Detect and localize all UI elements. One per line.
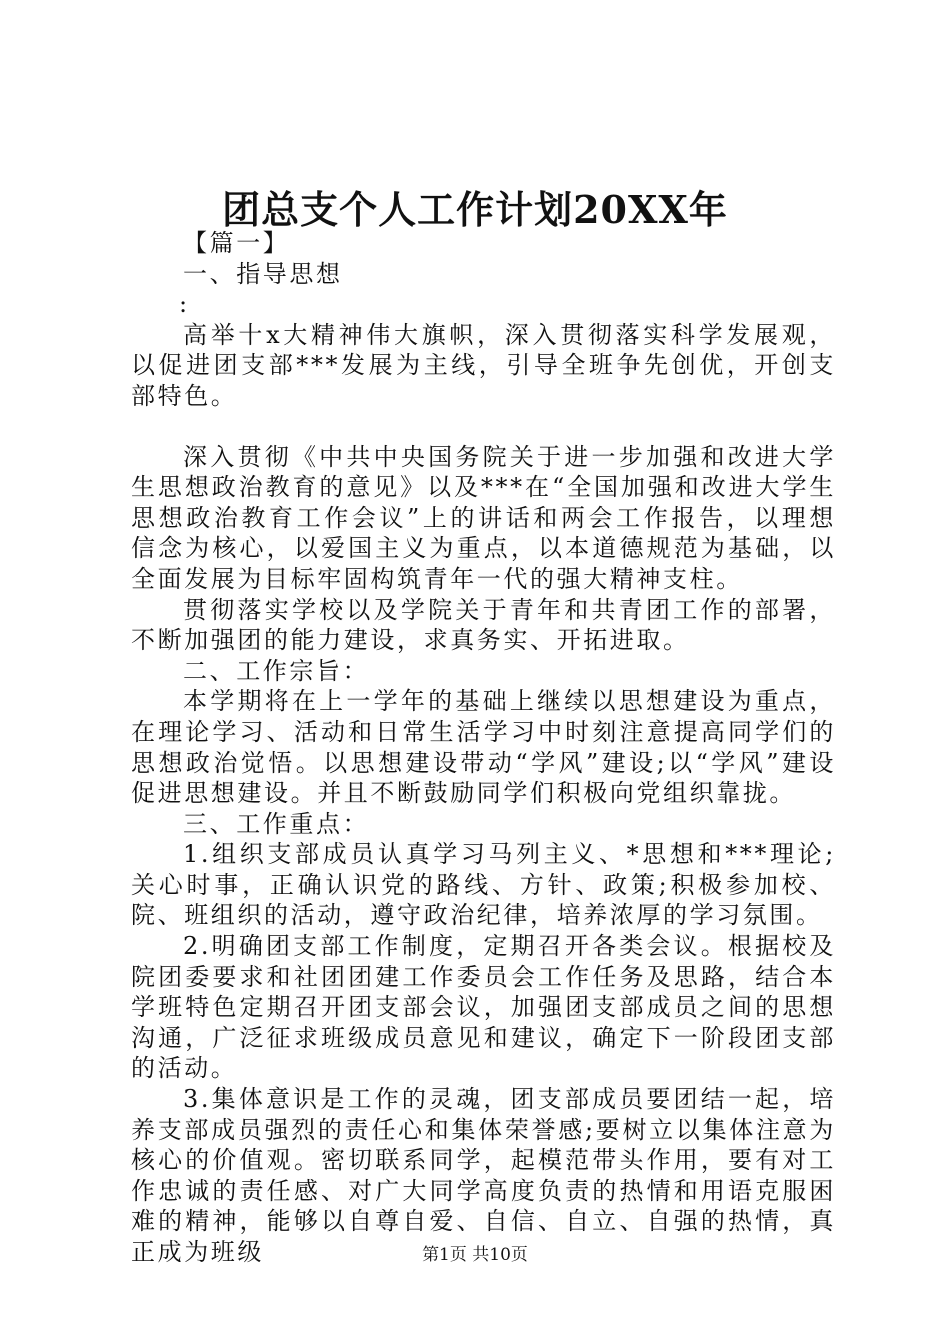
heading-work-purpose: 二、工作宗旨： (183, 656, 370, 685)
paragraph: 本学期将在上一学年的基础上继续以思想建设为重点，在理论学习、活动和日常生活学习中时刻注意提高同学们的思想政治觉悟。以思想建设带动“学风”建设;以“学风”建设促进思想建设。并且不断鼓励同学们积极向党组织靠拢。 (131, 687, 836, 808)
paragraph: 深入贯彻《中共中央国务院关于进一步加强和改进大学生思想政治教育的意见》以及***在“全国加强和改进大学生思想政治教育工作会议”上的讲话和两会工作报告，以理想信念为核心，以爱国主义为重点，以本道德规范为基础，以全面发展为目标牢固构筑青年一代的强大精神支柱。 (131, 442, 836, 593)
heading-work-focus: 三、工作重点： (183, 809, 370, 838)
list-item: 2.明确团支部工作制度，定期召开各类会议。根据校及院团委要求和社团团建工作委员会工作任务及思路，结合本学班特色定期召开团支部会议，加强团支部成员之间的思想沟通，广泛征求班级成员意见和建议，确定下一阶段团支部的活动。 (131, 932, 836, 1083)
list-item: 1.组织支部成员认真学习马列主义、*思想和***理论;关心时事，正确认识党的路线、方针、政策;积极参加校、院、班组织的活动，遵守政治纪律，培养浓厚的学习氛围。 (131, 840, 836, 930)
document-title: 团总支个人工作计划20XX年 (222, 187, 728, 232)
colon-line: : (179, 290, 190, 319)
document-body (131, 228, 836, 1268)
page-number: 第1页 共10页 (422, 1245, 528, 1265)
paragraph: 高举十x大精神伟大旗帜，深入贯彻落实科学发展观，以促进团支部***发展为主线，引导全班争先创优，开创支部特色。 (131, 320, 836, 410)
paragraph: 贯彻落实学校以及学院关于青年和共青团工作的部署，不断加强团的能力建设，求真务实、开拓进取。 (131, 595, 836, 655)
heading-guiding-thought: 一、指导思想 (183, 259, 343, 288)
list-item: 3.集体意识是工作的灵魂，团支部成员要团结一起，培养支部成员强烈的责任心和集体荣誉感;要树立以集体注意为核心的价值观。密切联系同学，起模范带头作用，要有对工作忠诚的责任感、对广大同学高度负责的热情和用语克服困难的精神，能够以自尊自爱、自信、自立、自强的热情，真正成为班级 (131, 1085, 836, 1266)
section-label: 【篇一】 (183, 229, 290, 257)
